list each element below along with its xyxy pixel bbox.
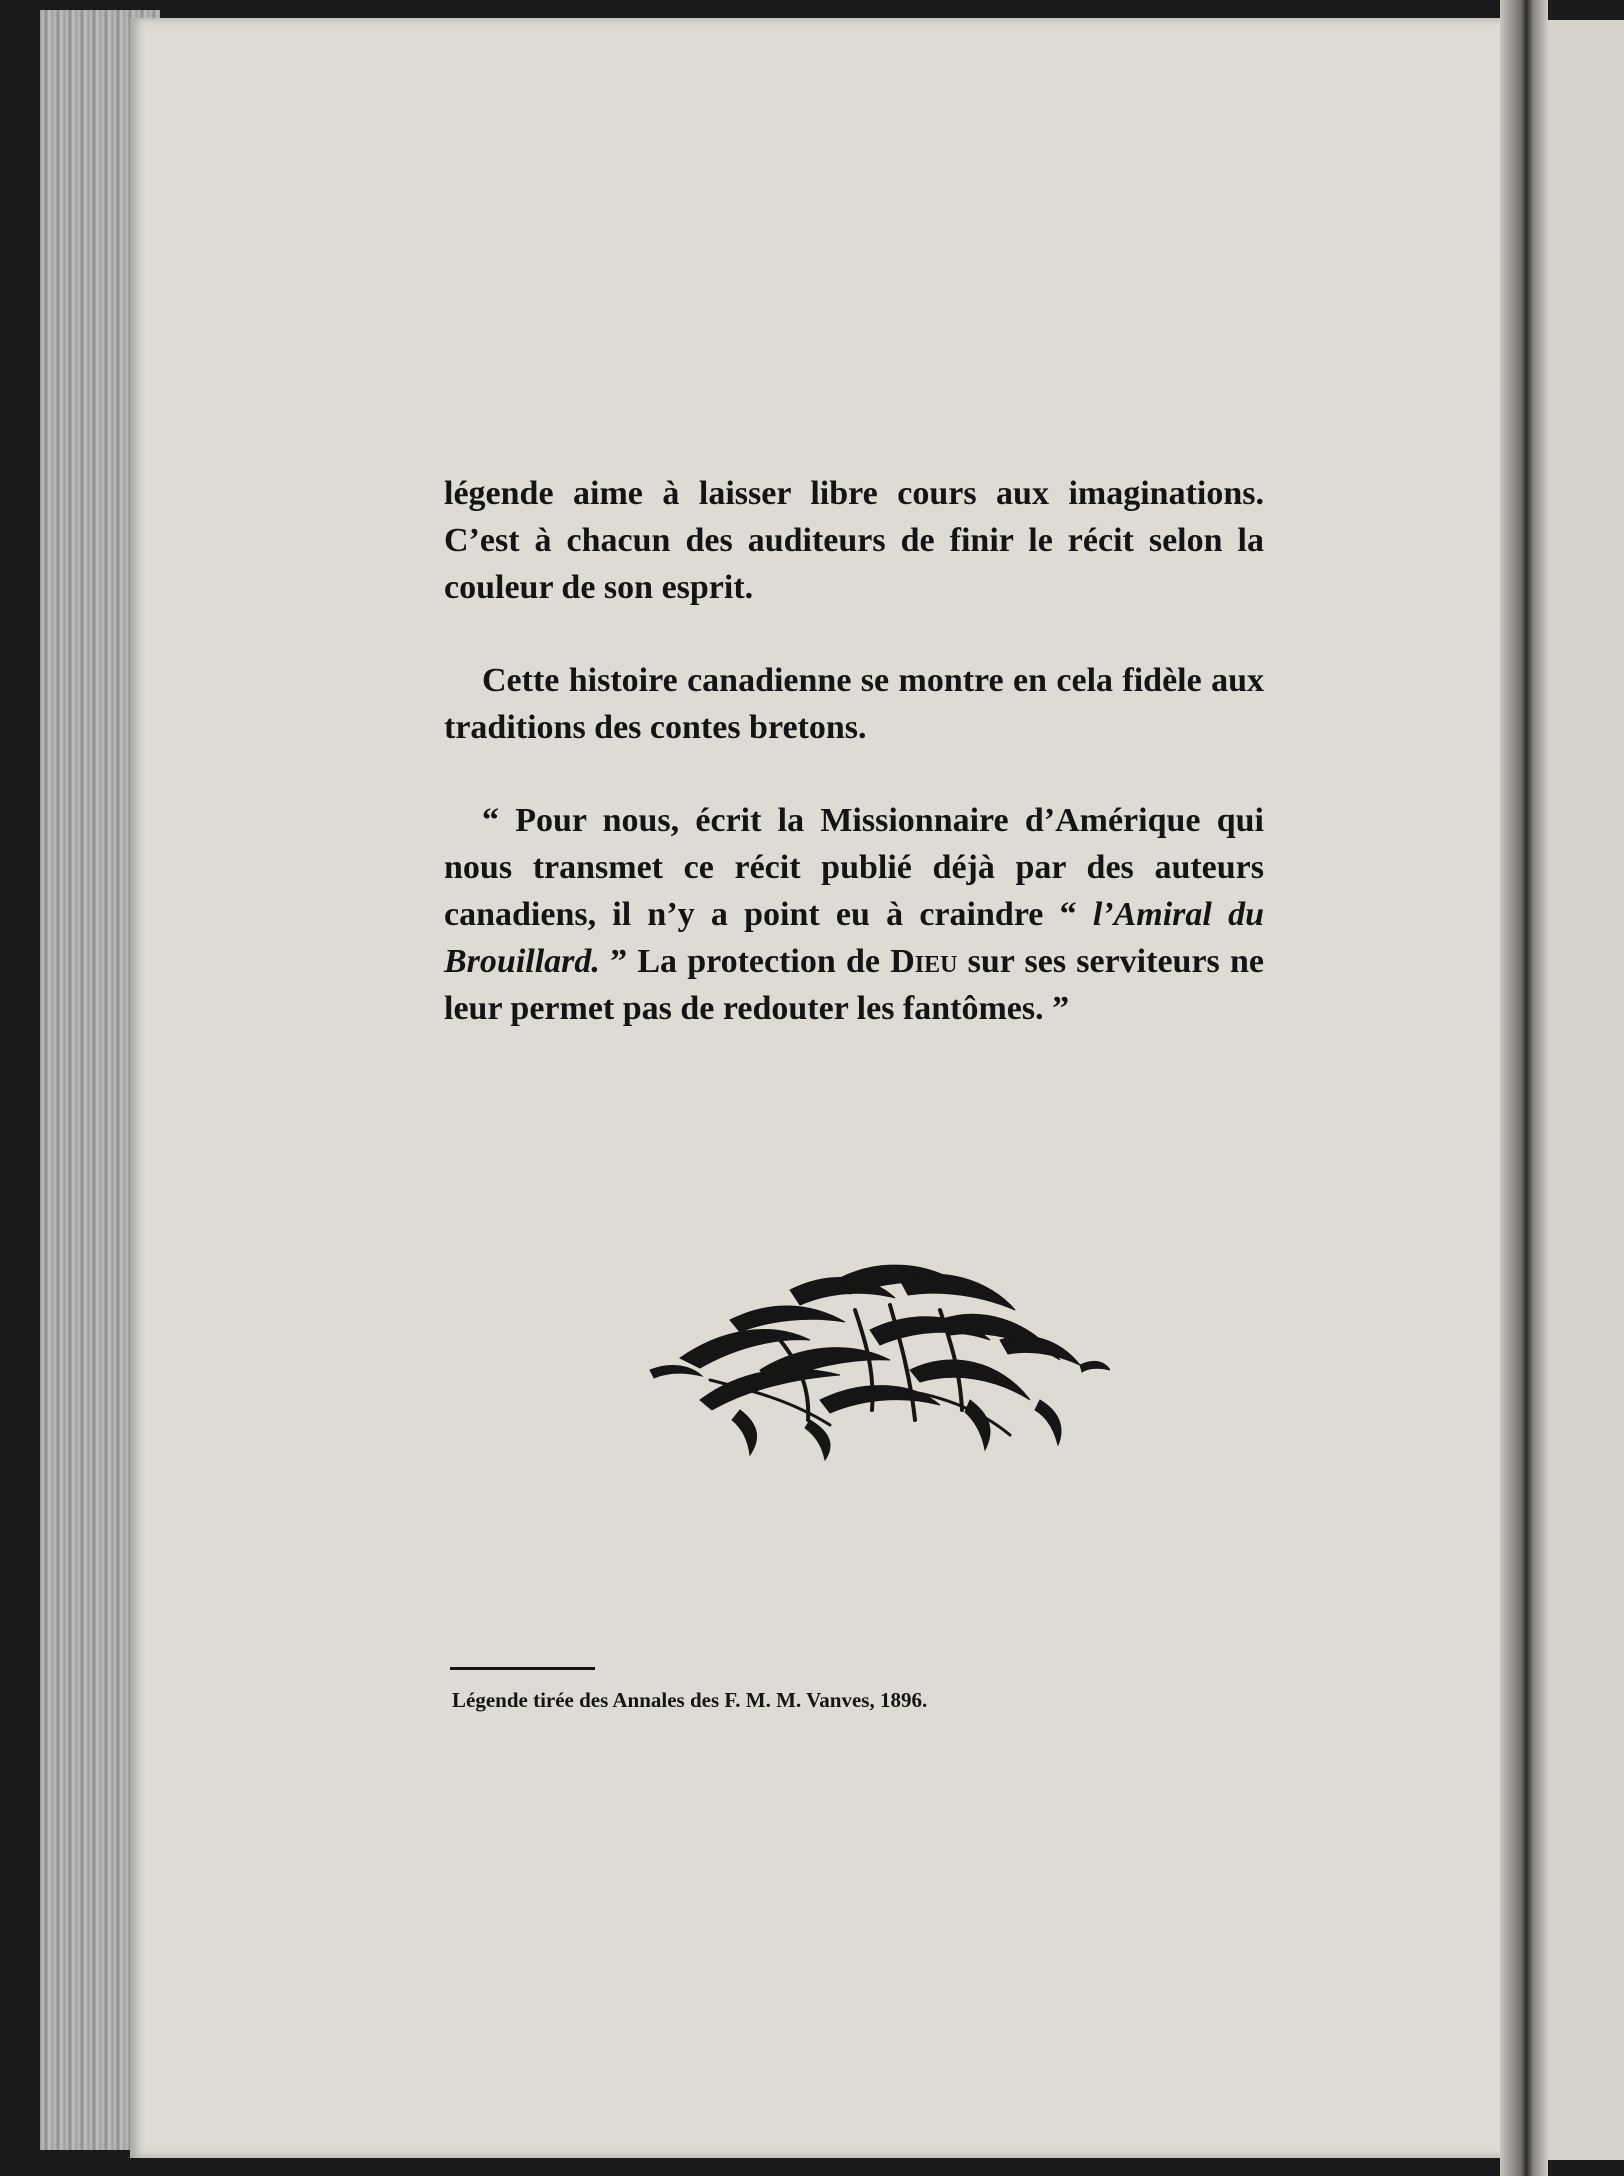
- quote-paragraph: [444, 797, 1264, 1032]
- paragraph-2: Cette histoire canadienne se montre en cela fidèle aux traditions des contes bretons.: [444, 662, 1264, 746]
- quote-dieu-smallcaps: Dieu: [890, 943, 958, 980]
- book-page: [130, 18, 1525, 2158]
- footnote: Légende tirée des Annales des F. M. M. Vanves, 1896.: [452, 1688, 928, 1712]
- quote-text-2: ” La protection de: [599, 943, 891, 980]
- quote-text-3: sur ses serviteurs ne leur permet pas de redouter les fantômes. ”: [444, 943, 1264, 1027]
- facing-page-edge: [1548, 20, 1624, 2160]
- quote-title-italic: l’Amiral du Brouillard.: [444, 896, 1264, 980]
- foliage-ornament-icon: [640, 1250, 1110, 1465]
- book-gutter: [1500, 0, 1548, 2176]
- paragraph-1: légende aime à laisser libre cours aux imaginations. C’est à chacun des auditeurs de finir le récit selon la couleur de son esprit.: [444, 475, 1264, 606]
- body-text: [444, 470, 1264, 1032]
- footnote-rule: [450, 1667, 595, 1670]
- quote-text-1: “ Pour nous, écrit la Missionnaire d’Amérique qui nous transmet ce récit publié déjà par des auteurs canadiens, il n’y a point eu à craindre “: [444, 802, 1264, 933]
